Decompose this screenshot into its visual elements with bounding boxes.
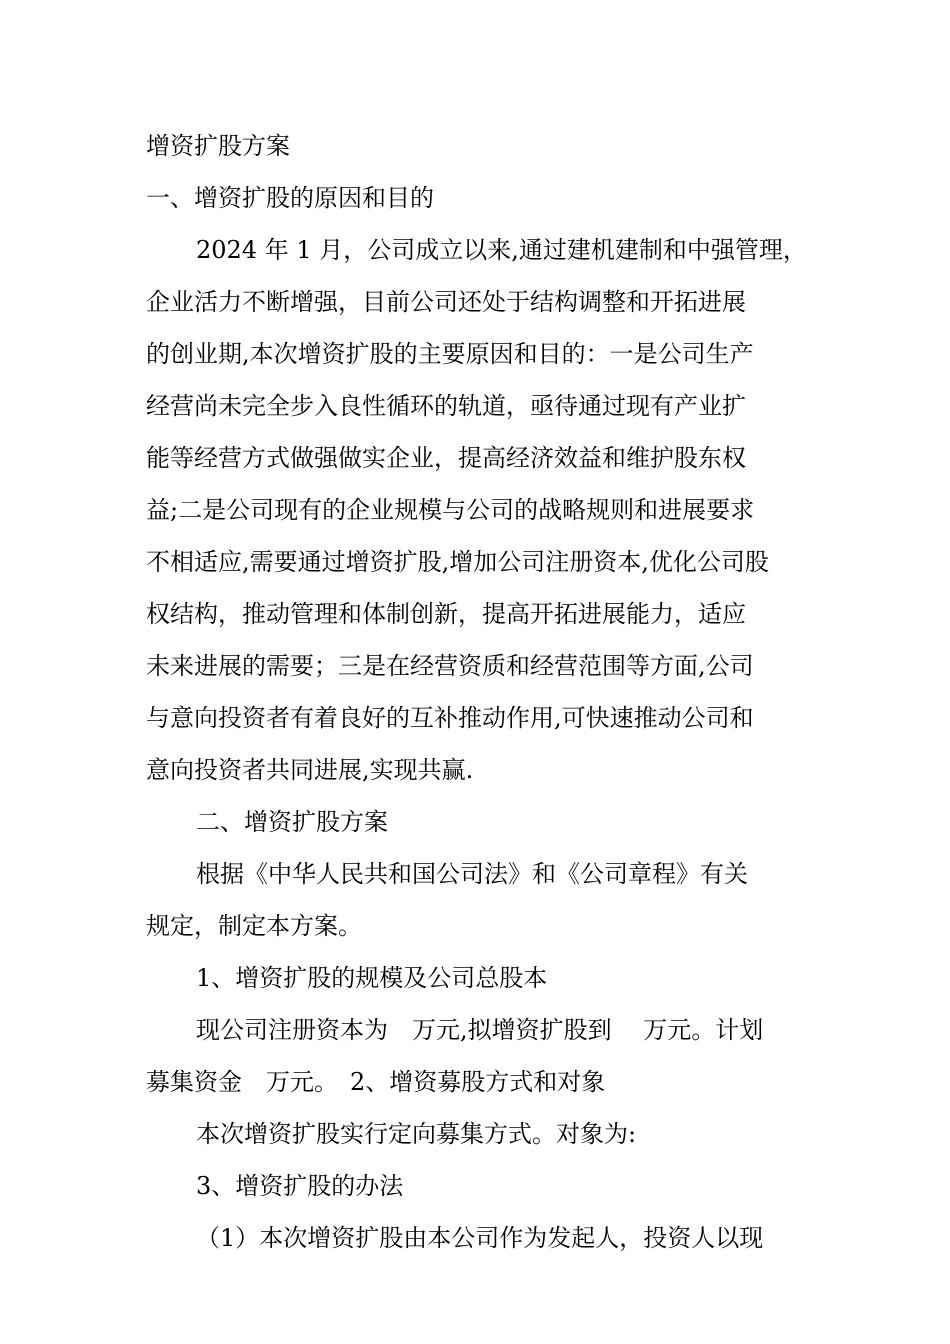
paragraph-line: 根据《中华人民共和国公司法》和《公司章程》有关 <box>196 860 748 888</box>
paragraph-line: 现公司注册资本为 万元,拟增资扩股到 万元。计划 <box>196 1016 764 1044</box>
section-heading-1: 一、增资扩股的原因和目的 <box>146 184 434 212</box>
paragraph-line: 权结构，推动管理和体制创新，提高开拓进展能力，适应 <box>146 600 746 628</box>
paragraph-line: 能等经营方式做强做实企业，提高经济效益和维护股东权 <box>146 444 746 472</box>
paragraph-line: （1）本次增资扩股由本公司作为发起人，投资人以现 <box>196 1224 764 1252</box>
paragraph-line: 未来进展的需要；三是在经营资质和经营范围等方面,公司 <box>146 652 754 680</box>
paragraph-line: 企业活力不断增强，目前公司还处于结构调整和开拓进展 <box>146 288 746 316</box>
subsection-heading-1: 1、增资扩股的规模及公司总股本 <box>196 964 548 992</box>
paragraph-line: 益;二是公司现有的企业规模与公司的战略规则和进展要求 <box>146 496 755 524</box>
paragraph-line: 意向投资者共同进展,实现共赢. <box>146 756 474 784</box>
paragraph-line: 与意向投资者有着良好的互补推动作用,可快速推动公司和 <box>146 704 754 732</box>
paragraph-line: 的创业期,本次增资扩股的主要原因和目的：一是公司生产 <box>146 340 754 368</box>
section-heading-2: 二、增资扩股方案 <box>196 808 388 836</box>
paragraph-line: 规定，制定本方案。 <box>146 912 362 940</box>
paragraph-line: 本次增资扩股实行定向募集方式。对象为: <box>196 1120 637 1148</box>
paragraph-line: 经营尚未完全步入良性循环的轨道，亟待通过现有产业扩 <box>146 392 746 420</box>
subsection-heading-3: 3、增资扩股的办法 <box>196 1172 404 1200</box>
paragraph-line: 募集资金 万元。 2、增资募股方式和对象 <box>146 1068 606 1096</box>
paragraph-line: 不相适应,需要通过增资扩股,增加公司注册资本,优化公司股 <box>146 548 769 576</box>
paragraph-line: 2024 年 1 月，公司成立以来,通过建机建制和中强管理， <box>196 236 807 264</box>
document-title: 增资扩股方案 <box>146 132 290 160</box>
